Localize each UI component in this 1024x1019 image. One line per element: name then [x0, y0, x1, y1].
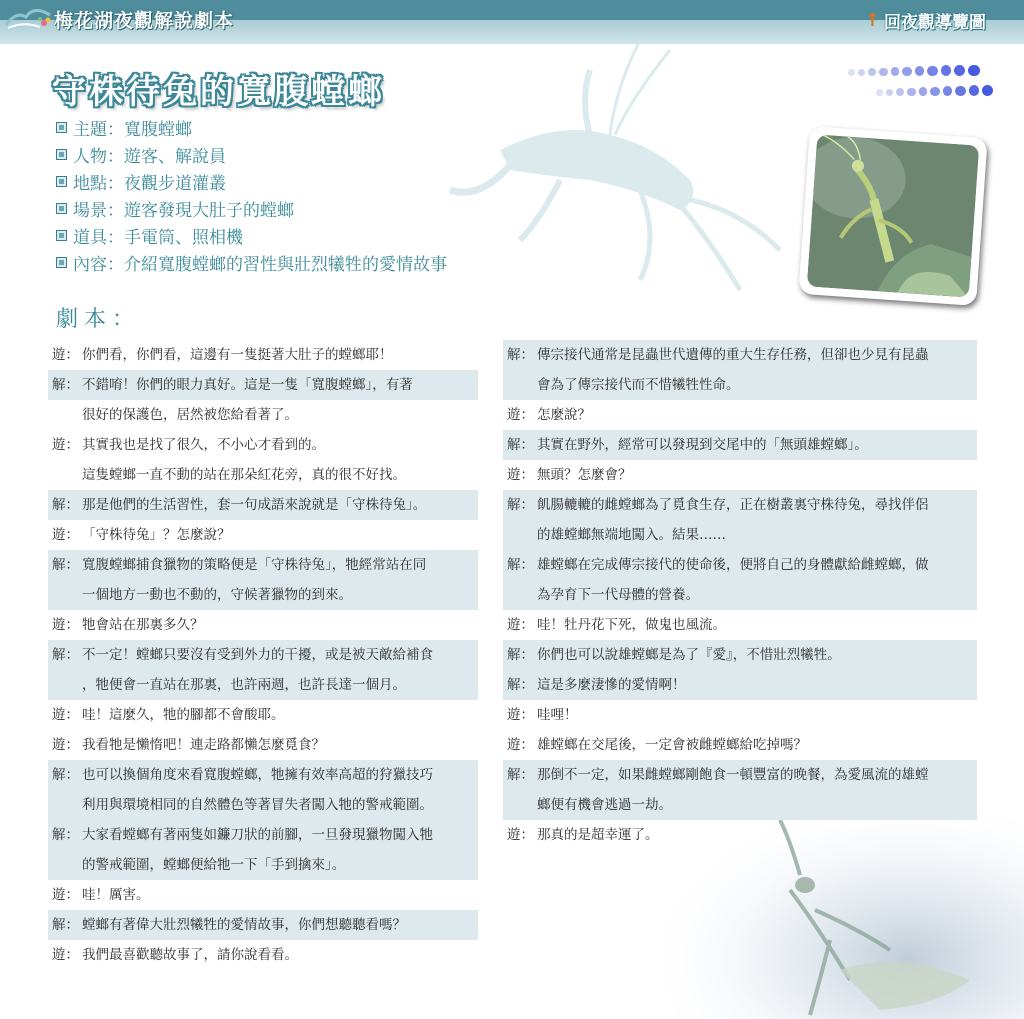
- dialogue-text: 你們看，你們看，這邊有一隻挺著大肚子的螳螂耶！: [82, 347, 393, 363]
- dialogue-text: 其實在野外，經常可以發現到交尾中的「無頭雄螳螂」。: [537, 437, 868, 453]
- back-to-guide-map-link[interactable]: [865, 8, 986, 33]
- dialogue-line: [48, 610, 478, 640]
- speaker-label: [52, 670, 82, 700]
- info-item-location: 地點 ： 夜觀步道灌叢: [56, 168, 447, 195]
- dialogue-line: [503, 370, 977, 400]
- speaker-label: 遊：: [507, 707, 534, 723]
- dialogue-line: [503, 730, 977, 760]
- info-label: 道具: [73, 228, 107, 248]
- info-label: 人物: [73, 147, 107, 167]
- speaker-label: 遊：: [52, 737, 79, 753]
- speaker-label: [507, 580, 537, 610]
- dialogue-line: [48, 820, 478, 850]
- dot-decoration: [891, 67, 900, 76]
- speaker-label: [52, 400, 82, 430]
- dialogue-line: [48, 550, 478, 580]
- speaker-label: 解：: [507, 347, 534, 363]
- dialogue-text: 不一定！螳螂只要沒有受到外力的干擾，或是被天敵給補食: [82, 647, 433, 663]
- dialogue-line: [503, 640, 977, 670]
- dialogue-text: 我看牠是懶惰吧！連走路都懶怎麼覓食？: [82, 737, 325, 753]
- dialogue-text: 一個地方一動也不動的，守候著獵物的到來。: [82, 587, 352, 603]
- dialogue-text: 哇！厲害。: [82, 887, 150, 903]
- dot-decoration: [943, 86, 953, 96]
- dialogue-text: 無頭？怎麼會？: [537, 467, 632, 483]
- info-item-scene: 場景 ： 遊客發現大肚子的螳螂: [56, 195, 447, 222]
- dialogue-line: [48, 910, 478, 940]
- speaker-label: 遊：: [507, 617, 534, 633]
- info-label: 場景: [73, 201, 107, 221]
- dialogue-line: [503, 700, 977, 730]
- dialogue-text: 為孕育下一代母體的營養。: [537, 587, 699, 603]
- dialogue-text: 哇哩！: [537, 707, 578, 723]
- dialogue-text: 其實我也是找了很久，不小心才看到的。: [82, 437, 325, 453]
- speaker-label: [52, 580, 82, 610]
- info-list: [56, 114, 447, 276]
- square-bullet-icon: [56, 203, 67, 214]
- dialogue-text: 哇！牡丹花下死，做鬼也風流。: [537, 617, 726, 633]
- speaker-label: 解：: [52, 377, 79, 393]
- dot-decoration: [941, 65, 952, 76]
- dot-decoration: [927, 66, 937, 76]
- square-bullet-icon: [56, 230, 67, 241]
- site-title: 梅花湖夜觀解說劇本: [54, 10, 235, 32]
- speaker-label: 遊：: [52, 887, 79, 903]
- script-heading: 劇本：: [56, 307, 141, 332]
- dialogue-text: 那真的是超幸運了。: [537, 827, 659, 843]
- dialogue-line: [503, 670, 977, 700]
- dialogue-column-right: [503, 340, 977, 850]
- dialogue-line: [48, 520, 478, 550]
- dialogue-text: 螂便有機會逃過一劫。: [537, 797, 672, 813]
- dialogue-line: [48, 340, 478, 370]
- page-title: 守株待兔的寬腹螳螂: [52, 72, 385, 112]
- dot-decoration: [930, 87, 939, 96]
- decorative-dots: [876, 81, 996, 100]
- dialogue-text: 也可以換個角度來看寬腹螳螂，牠擁有效率高超的狩獵技巧: [82, 767, 433, 783]
- dialogue-line: [48, 580, 478, 610]
- speaker-label: 遊：: [52, 527, 79, 543]
- dialogue-line: [48, 790, 478, 820]
- dialogue-text: 螳螂有著偉大壯烈犧牲的愛情故事，你們想聽聽看嗎？: [82, 917, 406, 933]
- dialogue-text: 的雄螳螂無端地闖入。結果……: [537, 527, 726, 543]
- dot-decoration: [896, 88, 904, 96]
- info-value: 夜觀步道灌叢: [124, 174, 226, 194]
- dialogue-line: [48, 400, 478, 430]
- dot-decoration: [858, 69, 865, 76]
- dialogue-text: 雄螳螂在完成傳宗接代的使命後，便將自己的身體獻給雌螳螂，做: [537, 557, 929, 573]
- dot-decoration: [919, 87, 928, 96]
- speaker-label: 遊：: [507, 467, 534, 483]
- dialogue-text: 這是多麼淒慘的愛情啊！: [537, 677, 686, 693]
- info-value: 介紹寬腹螳螂的習性與壯烈犧牲的愛情故事: [124, 255, 447, 275]
- info-label: 主題: [73, 120, 107, 140]
- speaker-label: [52, 460, 82, 490]
- info-value: 寬腹螳螂: [124, 120, 192, 140]
- dialogue-text: 的警戒範圍，螳螂便給牠一下「手到擒來」。: [82, 857, 346, 873]
- dialogue-line: [503, 340, 977, 370]
- mantis-silhouette-decoration: [440, 40, 800, 300]
- dialogue-line: [503, 820, 977, 850]
- speaker-label: 遊：: [52, 707, 79, 723]
- dialogue-text: 這隻螳螂一直不動的站在那朵紅花旁，真的很不好找。: [82, 467, 406, 483]
- dialogue-text: 我們最喜歡聽故事了，請你說看看。: [82, 947, 298, 963]
- dialogue-text: 那是他們的生活習性，套一句成語來說就是「守株待兔」。: [82, 497, 427, 513]
- speaker-label: [52, 790, 82, 820]
- dialogue-text: 飢腸轆轆的雌螳螂為了覓食生存，正在樹叢裏守株待兔，尋找伴侶: [537, 497, 929, 513]
- speaker-label: 遊：: [52, 347, 79, 363]
- square-bullet-icon: [56, 176, 67, 187]
- speaker-label: 解：: [52, 497, 79, 513]
- speaker-label: 遊：: [52, 437, 79, 453]
- speaker-label: 解：: [507, 647, 534, 663]
- info-label: 地點: [73, 174, 107, 194]
- dialogue-column-left: [48, 340, 478, 970]
- info-item-characters: 人物 ： 遊客、解說員: [56, 141, 447, 168]
- info-value: 手電筒、照相機: [124, 228, 243, 248]
- dialogue-text: 哇！這麼久，牠的腳都不會酸耶。: [82, 707, 285, 723]
- mantis-photo: [807, 135, 979, 298]
- dialogue-line: [503, 790, 977, 820]
- speaker-label: [507, 790, 537, 820]
- dialogue-text: 會為了傳宗接代而不惜犧牲性命。: [537, 377, 740, 393]
- dialogue-text: 寬腹螳螂捕食獵物的策略便是「守株待兔」，牠經常站在同: [82, 557, 427, 573]
- decorative-dots: [848, 61, 983, 80]
- dialogue-text: 不錯唷！你們的眼力真好。這是一隻「寬腹螳螂」，有著: [82, 377, 413, 393]
- dialogue-line: [48, 670, 478, 700]
- info-label: 內容: [73, 255, 107, 275]
- speaker-label: 遊：: [507, 827, 534, 843]
- dialogue-line: [48, 760, 478, 790]
- dot-decoration: [876, 89, 883, 96]
- square-bullet-icon: [56, 257, 67, 268]
- speaker-label: 遊：: [52, 947, 79, 963]
- dialogue-line: [503, 610, 977, 640]
- dialogue-line: [48, 430, 478, 460]
- dot-decoration: [915, 66, 925, 76]
- dialogue-line: [48, 640, 478, 670]
- mantis-photo-icon: [807, 135, 979, 298]
- dialogue-line: [48, 490, 478, 520]
- dot-decoration: [982, 85, 993, 96]
- header-bar: [0, 0, 1024, 44]
- speaker-label: 解：: [52, 647, 79, 663]
- dialogue-line: [48, 370, 478, 400]
- dot-decoration: [902, 67, 911, 76]
- dialogue-text: ，牠便會一直站在那裏，也許兩週，也許長達一個月。: [82, 677, 406, 693]
- speaker-label: [507, 370, 537, 400]
- site-logo-icon: [4, 3, 54, 31]
- dialogue-line: [503, 490, 977, 520]
- up-arrow-icon: ↑: [864, 9, 880, 31]
- dialogue-text: 大家看螳螂有著兩隻如鐮刀狀的前腳，一旦發現獵物闖入牠: [82, 827, 433, 843]
- dialogue-line: [503, 520, 977, 550]
- info-item-topic: 主題 ： 寬腹螳螂: [56, 114, 447, 141]
- dialogue-line: [48, 730, 478, 760]
- dialogue-line: [503, 760, 977, 790]
- dot-decoration: [886, 89, 893, 96]
- dialogue-text: 牠會站在那裏多久？: [82, 617, 204, 633]
- speaker-label: [507, 520, 537, 550]
- dialogue-text: 傳宗接代通常是昆蟲世代遺傳的重大生存任務，但卻也少見有昆蟲: [537, 347, 929, 363]
- dialogue-line: [48, 850, 478, 880]
- speaker-label: 解：: [507, 767, 534, 783]
- speaker-label: 解：: [507, 557, 534, 573]
- dialogue-line: [48, 460, 478, 490]
- square-bullet-icon: [56, 149, 67, 160]
- dot-decoration: [955, 86, 965, 96]
- dot-decoration: [907, 88, 915, 96]
- square-bullet-icon: [56, 122, 67, 133]
- dialogue-line: [48, 880, 478, 910]
- dialogue-text: 「守株待兔」？怎麼說？: [82, 527, 231, 543]
- dialogue-text: 很好的保護色，居然被您給看著了。: [82, 407, 298, 423]
- dot-decoration: [968, 65, 980, 77]
- mantis-photo-frame: [798, 126, 987, 306]
- speaker-label: 解：: [52, 557, 79, 573]
- speaker-label: 解：: [52, 767, 79, 783]
- speaker-label: 遊：: [52, 617, 79, 633]
- dialogue-text: 那倒不一定，如果雌螳螂剛飽食一頓豐富的晚餐，為愛風流的雄螳: [537, 767, 929, 783]
- dot-decoration: [969, 85, 980, 96]
- speaker-label: [52, 850, 82, 880]
- info-item-props: 道具 ： 手電筒、照相機: [56, 222, 447, 249]
- speaker-label: 解：: [507, 497, 534, 513]
- dialogue-line: [503, 460, 977, 490]
- speaker-label: 遊：: [507, 407, 534, 423]
- dialogue-text: 雄螳螂在交尾後，一定會被雌螳螂給吃掉嗎？: [537, 737, 807, 753]
- info-value: 遊客、解說員: [124, 147, 226, 167]
- dot-decoration: [954, 65, 965, 76]
- dialogue-line: [503, 550, 977, 580]
- speaker-label: 解：: [507, 437, 534, 453]
- info-item-content: 內容 ： 介紹寬腹螳螂的習性與壯烈犧牲的愛情故事: [56, 249, 447, 276]
- speaker-label: 解：: [52, 827, 79, 843]
- dialogue-text: 怎麼說？: [537, 407, 591, 423]
- dialogue-text: 利用與環境相同的自然體色等著冒失者闖入牠的警戒範圍。: [82, 797, 433, 813]
- dialogue-text: 你們也可以說雄螳螂是為了『愛』，不惜壯烈犧牲。: [537, 647, 841, 663]
- speaker-label: 解：: [507, 677, 534, 693]
- info-value: 遊客發現大肚子的螳螂: [124, 201, 294, 221]
- speaker-label: 遊：: [507, 737, 534, 753]
- back-link-label: 回夜觀導覽圖: [884, 13, 986, 33]
- dot-decoration: [868, 68, 876, 76]
- dialogue-line: [503, 580, 977, 610]
- dot-decoration: [848, 69, 855, 76]
- dialogue-line: [48, 940, 478, 970]
- dialogue-line: [503, 400, 977, 430]
- dot-decoration: [879, 68, 887, 76]
- speaker-label: 解：: [52, 917, 79, 933]
- dialogue-line: [503, 430, 977, 460]
- dialogue-line: [48, 700, 478, 730]
